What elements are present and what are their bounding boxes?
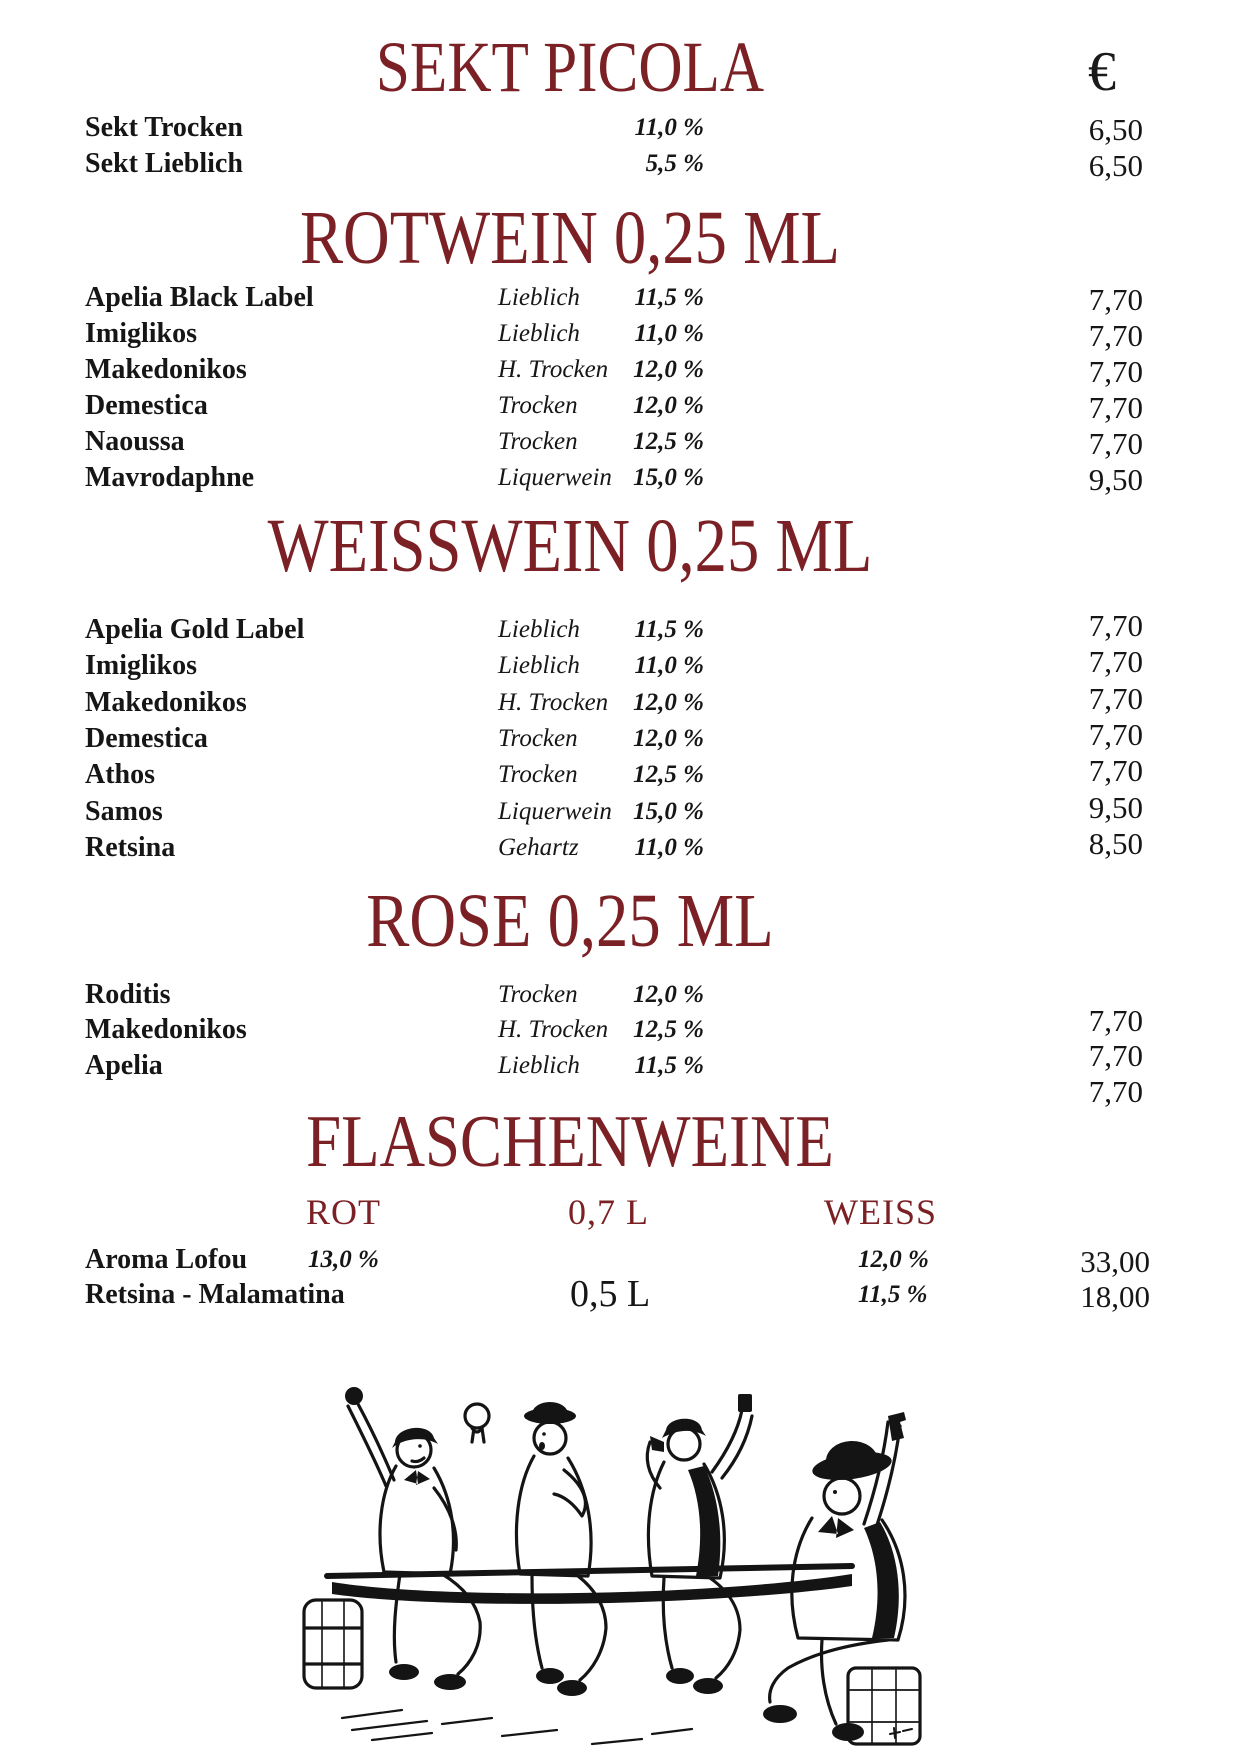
item-name: Naoussa (85, 426, 185, 457)
column-header-size: 0,7 L (568, 1192, 649, 1232)
item-name: Apelia Black Label (85, 282, 314, 313)
tavern-drinking-men-illustration (292, 1338, 952, 1750)
item-attribute: Trocken (498, 761, 578, 788)
item-attribute: Lieblich (498, 616, 580, 643)
menu-row (0, 148, 1240, 184)
item-price: 6,50 (1088, 112, 1143, 147)
item-attribute: Gehartz (498, 834, 579, 861)
menu-row (0, 1273, 1240, 1315)
menu-row (0, 426, 1240, 462)
menu-row (0, 753, 1240, 795)
item-price: 33,00 (1080, 1244, 1150, 1279)
item-name: Aroma Lofou (85, 1244, 248, 1275)
item-price: 7,70 (1088, 390, 1143, 425)
item-price: 7,70 (1088, 717, 1143, 752)
item-alcohol: 15,0 % (633, 798, 704, 825)
item-name: Retsina (85, 832, 176, 863)
item-price: 18,00 (1080, 1279, 1150, 1314)
section-title-weisswein: WEISSWEIN 0,25 ML (267, 504, 873, 588)
section-title-flaschenweine: FLASCHENWEINE (306, 1101, 834, 1183)
item-alcohol: 15,0 % (633, 464, 704, 491)
item-alcohol: 12,0 % (633, 689, 704, 716)
item-alcohol: 11,5 % (634, 284, 704, 311)
menu-row (0, 318, 1240, 354)
item-attribute: Trocken (498, 725, 578, 752)
item-alcohol: 12,0 % (633, 392, 704, 419)
item-attribute: Lieblich (498, 284, 580, 311)
menu-row (0, 390, 1240, 426)
item-name: Samos (85, 796, 163, 827)
section-title-rose: ROSE 0,25 ML (366, 879, 774, 963)
section-title-sekt: SEKT PICOLA (375, 27, 765, 107)
item-bottle-size: 0,5 L (570, 1273, 651, 1315)
item-name: Retsina - Malamatina (85, 1279, 345, 1310)
item-alcohol: 12,0 % (633, 981, 704, 1008)
item-price: 7,70 (1088, 426, 1143, 461)
item-alcohol: 12,0 % (633, 356, 704, 383)
figure-flat-cap (516, 1402, 606, 1696)
menu-row (0, 826, 1240, 868)
ground-hatching (342, 1710, 692, 1744)
item-alcohol: 11,0 % (634, 320, 704, 347)
item-attribute: Trocken (498, 981, 578, 1008)
item-alcohol-weiss: 12,0 % (858, 1246, 929, 1273)
menu-row (0, 462, 1240, 498)
item-name: Apelia Gold Label (85, 614, 305, 645)
item-name: Sekt Lieblich (85, 148, 243, 179)
item-price: 8,50 (1088, 826, 1143, 861)
menu-row (0, 1050, 1240, 1109)
menu-row (0, 354, 1240, 390)
item-price: 9,50 (1088, 462, 1143, 497)
column-header-rot: ROT (306, 1192, 381, 1232)
menu-row (0, 644, 1240, 686)
item-name: Mavrodaphne (85, 462, 255, 493)
item-price: 6,50 (1088, 148, 1143, 183)
item-price: 7,70 (1088, 282, 1143, 317)
item-alcohol: 11,0 % (634, 834, 704, 861)
item-price: 7,70 (1088, 644, 1143, 679)
section-title-rotwein: ROTWEIN 0,25 ML (299, 196, 841, 280)
item-attribute: Lieblich (498, 652, 580, 679)
item-alcohol: 12,5 % (633, 761, 704, 788)
item-price: 7,70 (1088, 1038, 1143, 1073)
menu-row (0, 681, 1240, 723)
item-alcohol-weiss: 11,5 % (858, 1281, 928, 1308)
item-attribute: Liquerwein (498, 464, 612, 491)
item-name: Demestica (85, 723, 208, 754)
item-name: Demestica (85, 390, 208, 421)
column-header-weiss: WEISS (824, 1192, 937, 1232)
item-name: Imiglikos (85, 650, 198, 681)
item-price: 7,70 (1088, 1003, 1143, 1038)
item-name: Makedonikos (85, 687, 247, 718)
figure-raising-fist (345, 1387, 480, 1690)
item-price: 7,70 (1088, 354, 1143, 389)
currency-symbol: € (1088, 41, 1116, 103)
item-name: Apelia (85, 1050, 163, 1081)
artist-signature (890, 1728, 912, 1738)
figure-drinking (647, 1394, 752, 1694)
item-alcohol-rot: 13,0 % (308, 1246, 379, 1273)
menu-row (0, 112, 1240, 148)
item-price: 7,70 (1088, 1074, 1143, 1109)
item-price: 7,70 (1088, 753, 1143, 788)
item-price: 7,70 (1088, 681, 1143, 716)
item-alcohol: 12,0 % (633, 725, 704, 752)
item-attribute: Lieblich (498, 1052, 580, 1079)
item-price: 9,50 (1088, 790, 1143, 825)
menu-row (0, 608, 1240, 650)
item-alcohol: 11,5 % (634, 616, 704, 643)
menu-row (0, 282, 1240, 318)
barrel-icon (304, 1600, 362, 1688)
item-price: 7,70 (1088, 318, 1143, 353)
background-figure-head (465, 1404, 489, 1442)
item-name: Imiglikos (85, 318, 198, 349)
item-attribute: H. Trocken (498, 689, 609, 716)
item-alcohol: 12,5 % (633, 428, 704, 455)
item-name: Roditis (85, 979, 171, 1010)
item-alcohol: 11,0 % (634, 114, 704, 141)
item-attribute: Trocken (498, 428, 578, 455)
item-attribute: H. Trocken (498, 1016, 609, 1043)
item-attribute: H. Trocken (498, 356, 609, 383)
item-alcohol: 11,5 % (634, 1052, 704, 1079)
item-name: Makedonikos (85, 1014, 247, 1045)
item-alcohol: 5,5 % (645, 150, 704, 177)
item-name: Athos (85, 759, 156, 790)
item-attribute: Liquerwein (498, 798, 612, 825)
menu-row (0, 790, 1240, 832)
item-attribute: Lieblich (498, 320, 580, 347)
item-price: 7,70 (1088, 608, 1143, 643)
item-name: Makedonikos (85, 354, 247, 385)
item-alcohol: 11,0 % (634, 652, 704, 679)
item-attribute: Trocken (498, 392, 578, 419)
item-name: Sekt Trocken (85, 112, 243, 143)
menu-row (0, 717, 1240, 759)
item-alcohol: 12,5 % (633, 1016, 704, 1043)
